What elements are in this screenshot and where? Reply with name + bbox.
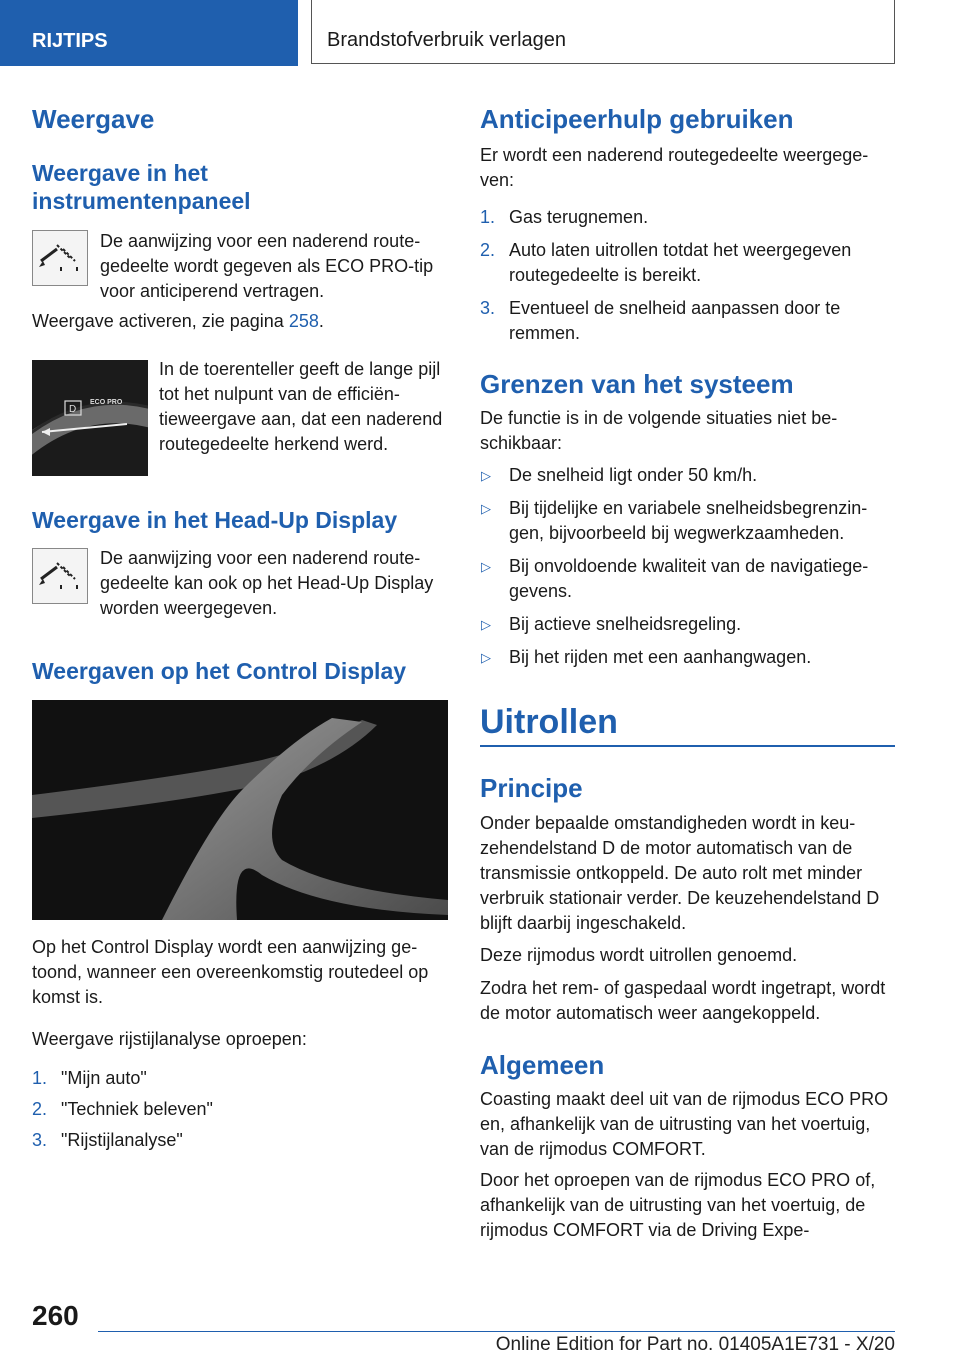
list-item	[480, 645, 895, 670]
chapter-title: Brandstofverbruik verlagen	[311, 0, 895, 64]
step-text: "Rijstijlanalyse"	[61, 1130, 183, 1150]
grenzen-text: De functie is in de volgende situaties niet beschikbaar:	[480, 408, 838, 453]
step-text: Gas terugnemen.	[509, 207, 649, 227]
edition-note: Online Edition for Part no. 01405A1E731 - X/20	[495, 1334, 895, 1355]
eco-pro-label: ECO PRO	[90, 399, 123, 406]
gear-label: D	[69, 404, 77, 415]
list-item	[480, 496, 895, 546]
list-item	[480, 463, 895, 488]
step-number: 3.	[32, 1130, 48, 1150]
list-item	[480, 296, 895, 346]
heading-principe: Principe	[480, 773, 583, 803]
footer-divider	[98, 1331, 895, 1332]
principe-text-3: Zodra het rem- of gaspedaal wordt ingetrapt, wordt de motor automatisch weer aangekoppeld.	[480, 978, 886, 1023]
heading-weergave: Weergave	[32, 104, 155, 134]
list-item	[32, 1097, 448, 1122]
item-text: Bij het rijden met een aanhangwagen.	[509, 647, 812, 667]
tacho-text: In de toerenteller geeft de lange pijl tot het nulpunt van de efficiëntieweergave aan, dat een naderend routegedeelte herkend werd.	[159, 359, 443, 454]
heading-algemeen: Algemeen	[480, 1050, 605, 1080]
item-text: De snelheid ligt onder 50 km/h.	[509, 465, 758, 485]
principe-text-2: Deze rijmodus wordt uitrollen genoemd.	[480, 945, 798, 965]
instrument-text: De aanwijzing voor een naderend routegedeelte wordt gegeven als ECO PRO-tip voor anticiperend vertragen.	[100, 231, 434, 301]
analysis-intro: Weergave rijstijlanalyse oproepen:	[32, 1029, 307, 1049]
item-text: Bij tijdelijke en variabele snelheidsbegrenzingen, bijvoorbeeld bij wegwerkzaamheden.	[509, 498, 868, 543]
list-item	[480, 238, 895, 288]
principe-text: Onder bepaalde omstandigheden wordt in keuzehendelstand D de motor automatisch van de transmissie ontkoppeld. De auto rolt met minder verbruik stationair verder. De keuzehendelstand D blijft daarbij ingeschakeld.	[480, 813, 880, 933]
grenzen-list	[480, 463, 895, 670]
heading-anticipeerhulp: Anticipeerhulp gebruiken	[480, 104, 794, 134]
step-text: Auto laten uitrollen totdat het weergegeven routegedeelte is bereikt.	[509, 240, 852, 285]
algemeen-text: Coasting maakt deel uit van de rijmodus ECO PRO en, afhankelijk van de uitrusting van het voertuig, van de rijmodus COMFORT.	[480, 1089, 889, 1159]
heading-hud: Weergave in het Head-Up Display	[32, 507, 398, 533]
list-item	[480, 612, 895, 637]
list-item	[32, 1128, 448, 1153]
activate-suffix: .	[318, 311, 324, 331]
heading-control-display: Weergaven op het Control Display	[32, 658, 407, 684]
anticipeer-steps	[480, 205, 895, 346]
anticipeer-text: Er wordt een naderend routegedeelte weergegeven:	[480, 145, 869, 190]
tachometer-image	[32, 360, 148, 476]
control-display-image	[32, 700, 448, 920]
heading-underline	[480, 745, 895, 747]
bullet-triangle-icon: ▷	[481, 468, 491, 483]
list-item	[480, 205, 895, 230]
step-number: 2.	[480, 240, 496, 260]
step-number: 3.	[480, 298, 496, 318]
activate-line	[32, 309, 442, 334]
activate-prefix: Weergave activeren, zie pagina	[32, 311, 284, 331]
step-text: Eventueel de snelheid aanpassen door te remmen.	[509, 298, 841, 343]
page-number: 260	[32, 1300, 79, 1331]
list-item	[480, 554, 895, 604]
step-number: 1.	[32, 1068, 48, 1088]
step-text: "Mijn auto"	[61, 1068, 147, 1088]
bullet-triangle-icon: ▷	[481, 650, 491, 665]
control-text: Op het Control Display wordt een aanwijzing getoond, wanneer een overeenkomstig routedeel op komst is.	[32, 937, 429, 1007]
item-text: Bij actieve snelheidsregeling.	[509, 614, 742, 634]
page-link-258[interactable]: 258	[288, 311, 319, 331]
analysis-steps	[32, 1066, 448, 1153]
hud-text: De aanwijzing voor een naderend routegedeelte kan ook op het Head-Up Display worden weergegeven.	[100, 548, 434, 618]
heading-grenzen: Grenzen van het systeem	[480, 369, 794, 399]
section-tab: RIJTIPS	[0, 0, 298, 66]
step-number: 1.	[480, 207, 496, 227]
step-text: "Techniek beleven"	[61, 1099, 213, 1119]
hud-tip-icon	[32, 548, 88, 604]
step-number: 2.	[32, 1099, 48, 1119]
heading-uitrollen: Uitrollen	[480, 703, 618, 741]
bullet-triangle-icon: ▷	[481, 559, 491, 574]
heading-instrumentenpaneel: Weergave in het instrumentenpaneel	[32, 160, 251, 214]
bullet-triangle-icon: ▷	[481, 501, 491, 516]
eco-pro-tip-icon	[32, 230, 88, 286]
list-item	[32, 1066, 448, 1091]
bullet-triangle-icon: ▷	[481, 617, 491, 632]
algemeen-text-2: Door het oproepen van de rijmodus ECO PRO of, afhankelijk van de uitrusting van het voertuig, de rijmodus COMFORT via de Driving Expe-	[480, 1170, 876, 1240]
item-text: Bij onvoldoende kwaliteit van de navigatiegegevens.	[509, 556, 869, 601]
